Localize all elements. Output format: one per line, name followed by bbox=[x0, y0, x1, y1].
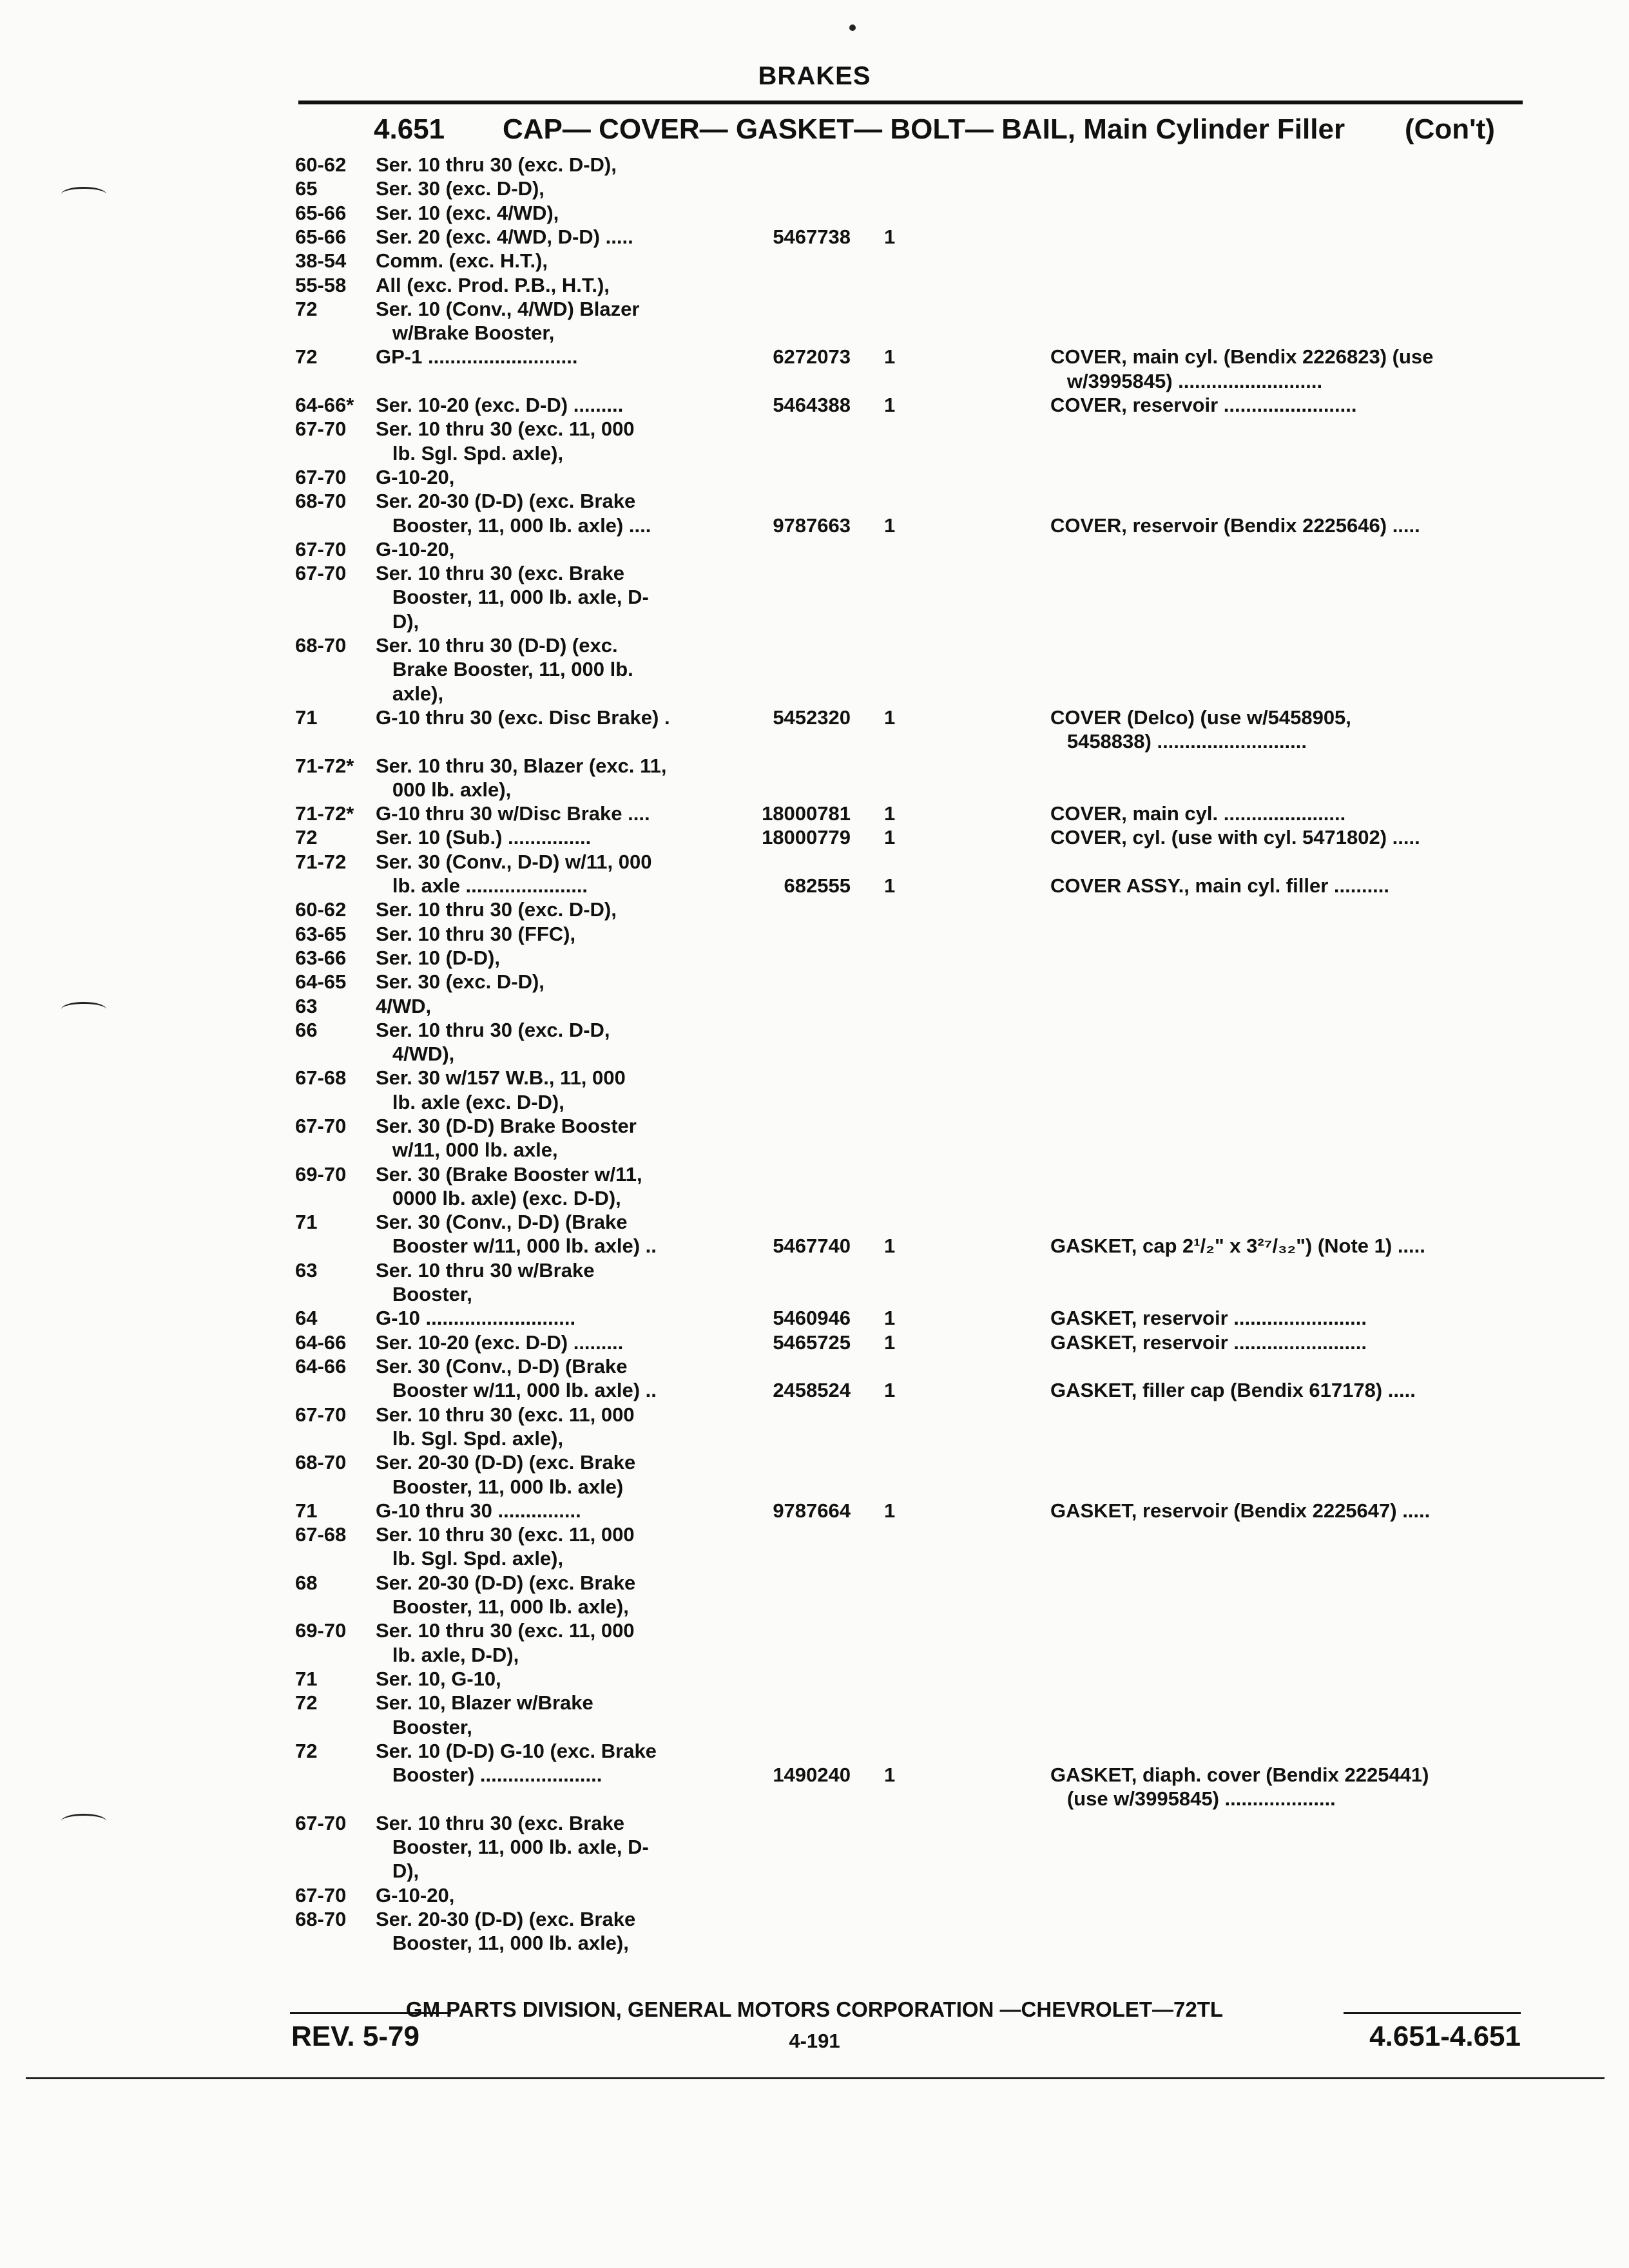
table-row bbox=[0, 1547, 1629, 1570]
year-cell: 64-66 bbox=[295, 1355, 347, 1378]
table-row bbox=[0, 562, 1629, 585]
application-cell: Ser. 10 (Conv., 4/WD) Blazer bbox=[376, 298, 640, 320]
description-cell: GASKET, reservoir ........................ bbox=[1050, 1307, 1367, 1329]
table-row bbox=[0, 923, 1629, 946]
application-cell: lb. axle (exc. D-D), bbox=[376, 1091, 564, 1113]
year-cell: 63-65 bbox=[295, 923, 347, 945]
quantity-cell: 1 bbox=[884, 1235, 896, 1257]
quantity-cell: 1 bbox=[884, 514, 896, 537]
application-cell: 000 lb. axle), bbox=[376, 778, 512, 801]
application-cell: Ser. 30 (exc. D-D), bbox=[376, 970, 545, 993]
part-number-cell: 5465725 bbox=[773, 1331, 851, 1354]
application-cell: Ser. 30 (Conv., D-D) (Brake bbox=[376, 1211, 628, 1233]
table-row bbox=[0, 1595, 1629, 1619]
year-cell: 63 bbox=[295, 995, 318, 1017]
table-row bbox=[0, 1787, 1629, 1811]
table-row bbox=[0, 826, 1629, 849]
table-row bbox=[0, 1187, 1629, 1210]
application-cell: G-10 thru 30 (exc. Disc Brake) . bbox=[376, 706, 670, 729]
table-row bbox=[0, 177, 1629, 200]
group-title: CAP— COVER— GASKET— BOLT— BAIL, Main Cylinder Filler bbox=[503, 113, 1345, 145]
table-row bbox=[0, 226, 1629, 249]
table-row bbox=[0, 1379, 1629, 1402]
part-number-cell: 9787664 bbox=[773, 1499, 851, 1522]
application-cell: G-10 thru 30 w/Disc Brake .... bbox=[376, 802, 650, 825]
punch-hole-mark bbox=[61, 1814, 106, 1829]
application-cell: G-10 thru 30 ............... bbox=[376, 1499, 581, 1522]
part-number-cell: 5452320 bbox=[773, 706, 851, 729]
table-row bbox=[0, 1884, 1629, 1907]
year-cell: 67-70 bbox=[295, 1403, 347, 1426]
application-cell: Booster, 11, 000 lb. axle) .... bbox=[376, 514, 651, 537]
table-row bbox=[0, 1932, 1629, 1955]
application-cell: Ser. 10 thru 30 (exc. 11, 000 bbox=[376, 1523, 635, 1546]
quantity-cell: 1 bbox=[884, 1763, 896, 1786]
table-row bbox=[0, 394, 1629, 417]
application-cell: Booster, 11, 000 lb. axle) bbox=[376, 1475, 624, 1498]
application-cell: Booster, 11, 000 lb. axle), bbox=[376, 1595, 629, 1618]
year-cell: 72 bbox=[295, 1740, 318, 1762]
revision-label: REV. 5-79 bbox=[291, 2021, 419, 2052]
quantity-cell: 1 bbox=[884, 826, 896, 849]
year-cell: 71-72* bbox=[295, 754, 354, 777]
application-cell: Ser. 30 (exc. D-D), bbox=[376, 177, 545, 200]
table-row bbox=[0, 1763, 1629, 1787]
punch-hole-mark bbox=[61, 1002, 106, 1017]
description-cell: w/3995845) .......................... bbox=[1050, 370, 1323, 392]
table-row bbox=[0, 1691, 1629, 1715]
description-cell: COVER, main cyl. (Bendix 2226823) (use bbox=[1050, 345, 1434, 368]
quantity-cell: 1 bbox=[884, 706, 896, 729]
application-cell: 4/WD, bbox=[376, 995, 432, 1017]
application-cell: Ser. 20-30 (D-D) (exc. Brake bbox=[376, 1451, 636, 1474]
application-cell: G-10-20, bbox=[376, 466, 455, 488]
year-cell: 68-70 bbox=[295, 490, 347, 512]
table-row bbox=[0, 1403, 1629, 1427]
year-cell: 68 bbox=[295, 1571, 318, 1594]
year-cell: 67-68 bbox=[295, 1523, 347, 1546]
year-cell: 63 bbox=[295, 1259, 318, 1282]
description-cell: GASKET, cap 2¹/₂" x 3²⁷/₃₂") (Note 1) ..... bbox=[1050, 1235, 1425, 1257]
header-rule bbox=[298, 101, 1523, 104]
table-row bbox=[0, 514, 1629, 537]
table-row bbox=[0, 1836, 1629, 1859]
year-cell: 63-66 bbox=[295, 947, 347, 969]
table-row bbox=[0, 1259, 1629, 1282]
quantity-cell: 1 bbox=[884, 226, 896, 248]
table-row bbox=[0, 730, 1629, 753]
table-row bbox=[0, 1283, 1629, 1306]
application-cell: lb. Sgl. Spd. axle), bbox=[376, 442, 564, 465]
table-row bbox=[0, 1115, 1629, 1138]
application-cell: Ser. 20-30 (D-D) (exc. Brake bbox=[376, 1571, 636, 1594]
speck bbox=[849, 24, 856, 31]
quantity-cell: 1 bbox=[884, 874, 896, 897]
year-cell: 71 bbox=[295, 1499, 318, 1522]
application-cell: Booster, 11, 000 lb. axle, D- bbox=[376, 586, 649, 608]
application-cell: D), bbox=[376, 1860, 419, 1882]
application-cell: Ser. 10, Blazer w/Brake bbox=[376, 1691, 593, 1714]
application-cell: G-10 ........................... bbox=[376, 1307, 576, 1329]
application-cell: Ser. 10 thru 30 (exc. Brake bbox=[376, 562, 625, 584]
quantity-cell: 1 bbox=[884, 1499, 896, 1522]
application-cell: Booster w/11, 000 lb. axle) .. bbox=[376, 1379, 657, 1401]
application-cell: lb. axle, D-D), bbox=[376, 1644, 519, 1666]
quantity-cell: 1 bbox=[884, 394, 896, 416]
table-row bbox=[0, 970, 1629, 994]
table-row bbox=[0, 706, 1629, 729]
description-cell: (use w/3995845) .................... bbox=[1050, 1787, 1336, 1810]
quantity-cell: 1 bbox=[884, 345, 896, 368]
year-cell: 60-62 bbox=[295, 898, 347, 921]
table-row bbox=[0, 778, 1629, 802]
table-row bbox=[0, 1066, 1629, 1090]
year-cell: 64-65 bbox=[295, 970, 347, 993]
table-row bbox=[0, 586, 1629, 609]
application-cell: Ser. 20-30 (D-D) (exc. Brake bbox=[376, 1908, 636, 1930]
punch-hole-mark bbox=[61, 187, 106, 202]
year-cell: 65-66 bbox=[295, 202, 347, 224]
table-row bbox=[0, 1475, 1629, 1499]
application-cell: lb. Sgl. Spd. axle), bbox=[376, 1547, 564, 1570]
application-cell: axle), bbox=[376, 682, 444, 705]
table-row bbox=[0, 1043, 1629, 1066]
application-cell: Ser. 10 thru 30 (exc. 11, 000 bbox=[376, 418, 635, 440]
application-cell: G-10-20, bbox=[376, 1884, 455, 1907]
year-cell: 64-66* bbox=[295, 394, 354, 416]
table-row bbox=[0, 874, 1629, 898]
application-cell: Ser. 10 thru 30 (exc. 11, 000 bbox=[376, 1403, 635, 1426]
application-cell: Booster, 11, 000 lb. axle, D- bbox=[376, 1836, 649, 1858]
year-cell: 66 bbox=[295, 1019, 318, 1041]
application-cell: Ser. 10 thru 30 w/Brake bbox=[376, 1259, 595, 1282]
application-cell: Ser. 10, G-10, bbox=[376, 1667, 501, 1690]
table-row bbox=[0, 322, 1629, 345]
application-cell: Ser. 10 (D-D), bbox=[376, 947, 500, 969]
part-number-cell: 18000779 bbox=[762, 826, 851, 849]
year-cell: 71 bbox=[295, 1211, 318, 1233]
year-cell: 69-70 bbox=[295, 1619, 347, 1642]
table-row bbox=[0, 995, 1629, 1018]
table-row bbox=[0, 1331, 1629, 1354]
description-cell: COVER, reservoir (Bendix 2225646) ..... bbox=[1050, 514, 1420, 537]
application-cell: D), bbox=[376, 610, 419, 633]
application-cell: Ser. 10 thru 30 (exc. D-D, bbox=[376, 1019, 610, 1041]
application-cell: Ser. 30 (D-D) Brake Booster bbox=[376, 1115, 637, 1137]
part-number-cell: 2458524 bbox=[773, 1379, 851, 1401]
table-row bbox=[0, 1211, 1629, 1234]
year-cell: 68-70 bbox=[295, 634, 347, 657]
part-number-cell: 18000781 bbox=[762, 802, 851, 825]
application-cell: All (exc. Prod. P.B., H.T.), bbox=[376, 274, 610, 296]
table-row bbox=[0, 1716, 1629, 1739]
application-cell: Ser. 30 w/157 W.B., 11, 000 bbox=[376, 1066, 626, 1089]
table-row bbox=[0, 1139, 1629, 1162]
application-cell: Ser. 30 (Conv., D-D) (Brake bbox=[376, 1355, 628, 1378]
table-row bbox=[0, 418, 1629, 441]
table-row bbox=[0, 538, 1629, 561]
year-cell: 67-70 bbox=[295, 1115, 347, 1137]
year-cell: 67-70 bbox=[295, 466, 347, 488]
description-cell: GASKET, reservoir (Bendix 2225647) ..... bbox=[1050, 1499, 1431, 1522]
application-cell: Booster, bbox=[376, 1283, 472, 1305]
footer-division: GM PARTS DIVISION, GENERAL MOTORS CORPORATION —CHEVROLET—72TL bbox=[405, 1997, 1224, 2021]
application-cell: Ser. 10-20 (exc. D-D) ......... bbox=[376, 1331, 624, 1354]
table-row bbox=[0, 153, 1629, 177]
description-cell: 5458838) ........................... bbox=[1050, 730, 1307, 753]
application-cell: Booster) ...................... bbox=[376, 1763, 602, 1786]
application-cell: Ser. 10 thru 30 (D-D) (exc. bbox=[376, 634, 618, 657]
year-cell: 72 bbox=[295, 1691, 318, 1714]
table-row bbox=[0, 1908, 1629, 1931]
application-cell: Ser. 10 thru 30 (exc. 11, 000 bbox=[376, 1619, 635, 1642]
table-row bbox=[0, 202, 1629, 225]
quantity-cell: 1 bbox=[884, 802, 896, 825]
page-number: 4-191 bbox=[789, 2030, 840, 2052]
part-number-cell: 5467740 bbox=[773, 1235, 851, 1257]
application-cell: Ser. 30 (Brake Booster w/11, bbox=[376, 1163, 642, 1186]
application-cell: Ser. 10 thru 30 (FFC), bbox=[376, 923, 576, 945]
continued-label: (Con't) bbox=[1405, 113, 1495, 145]
description-cell: COVER ASSY., main cyl. filler .......... bbox=[1050, 874, 1390, 897]
application-cell: lb. axle ...................... bbox=[376, 874, 588, 897]
year-cell: 38-54 bbox=[295, 249, 347, 272]
year-cell: 67-68 bbox=[295, 1066, 347, 1089]
table-row bbox=[0, 466, 1629, 489]
description-cell: COVER, main cyl. ...................... bbox=[1050, 802, 1346, 825]
application-cell: Booster, 11, 000 lb. axle), bbox=[376, 1932, 629, 1954]
table-row bbox=[0, 682, 1629, 706]
application-cell: w/Brake Booster, bbox=[376, 322, 555, 344]
year-cell: 67-70 bbox=[295, 1812, 347, 1834]
table-row bbox=[0, 947, 1629, 970]
description-cell: GASKET, filler cap (Bendix 617178) ..... bbox=[1050, 1379, 1416, 1401]
year-cell: 64 bbox=[295, 1307, 318, 1329]
year-cell: 67-70 bbox=[295, 1884, 347, 1907]
application-cell: Ser. 10 (exc. 4/WD), bbox=[376, 202, 559, 224]
application-cell: Ser. 10 thru 30 (exc. Brake bbox=[376, 1812, 625, 1834]
quantity-cell: 1 bbox=[884, 1331, 896, 1354]
year-cell: 67-70 bbox=[295, 418, 347, 440]
application-cell: Ser. 10 (D-D) G-10 (exc. Brake bbox=[376, 1740, 657, 1762]
table-row bbox=[0, 274, 1629, 297]
year-cell: 71-72 bbox=[295, 850, 347, 873]
table-row bbox=[0, 1091, 1629, 1114]
table-row bbox=[0, 298, 1629, 321]
application-cell: GP-1 ........................... bbox=[376, 345, 578, 368]
table-row bbox=[0, 754, 1629, 778]
group-number: 4.651 bbox=[374, 113, 445, 145]
part-number-cell: 682555 bbox=[784, 874, 851, 897]
table-row bbox=[0, 490, 1629, 513]
quantity-cell: 1 bbox=[884, 1307, 896, 1329]
quantity-cell: 1 bbox=[884, 1379, 896, 1401]
application-cell: w/11, 000 lb. axle, bbox=[376, 1139, 558, 1161]
year-cell: 65-66 bbox=[295, 226, 347, 248]
application-cell: Ser. 10-20 (exc. D-D) ......... bbox=[376, 394, 624, 416]
application-cell: G-10-20, bbox=[376, 538, 455, 561]
section-title: BRAKES bbox=[758, 62, 871, 90]
group-heading bbox=[374, 113, 1521, 146]
application-cell: Ser. 10 thru 30 (exc. D-D), bbox=[376, 153, 617, 176]
table-row bbox=[0, 610, 1629, 633]
table-row bbox=[0, 1812, 1629, 1835]
table-row bbox=[0, 1860, 1629, 1883]
description-cell: COVER, reservoir ........................ bbox=[1050, 394, 1357, 416]
table-row bbox=[0, 1644, 1629, 1667]
application-cell: Booster, bbox=[376, 1716, 472, 1738]
table-row bbox=[0, 1667, 1629, 1691]
table-row bbox=[0, 658, 1629, 681]
year-cell: 67-70 bbox=[295, 562, 347, 584]
application-cell: Ser. 10 (Sub.) ............... bbox=[376, 826, 592, 849]
application-cell: lb. Sgl. Spd. axle), bbox=[376, 1427, 564, 1450]
part-number-cell: 5467738 bbox=[773, 226, 851, 248]
year-cell: 55-58 bbox=[295, 274, 347, 296]
year-cell: 71 bbox=[295, 706, 318, 729]
table-row bbox=[0, 634, 1629, 657]
table-row bbox=[0, 1571, 1629, 1595]
table-row bbox=[0, 802, 1629, 825]
description-cell: COVER (Delco) (use w/5458905, bbox=[1050, 706, 1351, 729]
application-cell: Ser. 30 (Conv., D-D) w/11, 000 bbox=[376, 850, 652, 873]
table-row bbox=[0, 1163, 1629, 1186]
year-cell: 64-66 bbox=[295, 1331, 347, 1354]
year-cell: 72 bbox=[295, 345, 318, 368]
description-cell: GASKET, reservoir ........................ bbox=[1050, 1331, 1367, 1354]
application-cell: Ser. 20 (exc. 4/WD, D-D) ..... bbox=[376, 226, 633, 248]
year-cell: 72 bbox=[295, 826, 318, 849]
page-bottom-rule bbox=[26, 2077, 1605, 2079]
table-row bbox=[0, 1619, 1629, 1642]
table-row bbox=[0, 1019, 1629, 1042]
table-row bbox=[0, 1307, 1629, 1330]
section-range: 4.651-4.651 bbox=[1369, 2021, 1521, 2052]
application-cell: Booster w/11, 000 lb. axle) .. bbox=[376, 1235, 657, 1257]
table-row bbox=[0, 1427, 1629, 1450]
application-cell: 4/WD), bbox=[376, 1043, 455, 1065]
table-row bbox=[0, 345, 1629, 369]
table-row bbox=[0, 898, 1629, 921]
part-number-cell: 6272073 bbox=[773, 345, 851, 368]
table-row bbox=[0, 1740, 1629, 1763]
year-cell: 71 bbox=[295, 1667, 318, 1690]
application-cell: Comm. (exc. H.T.), bbox=[376, 249, 548, 272]
year-cell: 72 bbox=[295, 298, 318, 320]
part-number-cell: 1490240 bbox=[773, 1763, 851, 1786]
description-cell: GASKET, diaph. cover (Bendix 2225441) bbox=[1050, 1763, 1429, 1786]
part-number-cell: 9787663 bbox=[773, 514, 851, 537]
year-cell: 67-70 bbox=[295, 538, 347, 561]
table-row bbox=[0, 850, 1629, 874]
table-row bbox=[0, 442, 1629, 465]
part-number-cell: 5464388 bbox=[773, 394, 851, 416]
table-row bbox=[0, 249, 1629, 273]
year-cell: 60-62 bbox=[295, 153, 347, 176]
application-cell: 0000 lb. axle) (exc. D-D), bbox=[376, 1187, 621, 1209]
application-cell: Ser. 10 thru 30 (exc. D-D), bbox=[376, 898, 617, 921]
table-row bbox=[0, 370, 1629, 393]
part-number-cell: 5460946 bbox=[773, 1307, 851, 1329]
application-cell: Brake Booster, 11, 000 lb. bbox=[376, 658, 633, 680]
year-cell: 65 bbox=[295, 177, 318, 200]
year-cell: 68-70 bbox=[295, 1451, 347, 1474]
table-row bbox=[0, 1355, 1629, 1378]
year-cell: 71-72* bbox=[295, 802, 354, 825]
table-row bbox=[0, 1523, 1629, 1546]
year-cell: 68-70 bbox=[295, 1908, 347, 1930]
table-row bbox=[0, 1235, 1629, 1258]
description-cell: COVER, cyl. (use with cyl. 5471802) ..... bbox=[1050, 826, 1420, 849]
table-row bbox=[0, 1451, 1629, 1474]
year-cell: 69-70 bbox=[295, 1163, 347, 1186]
table-row bbox=[0, 1499, 1629, 1523]
application-cell: Ser. 10 thru 30, Blazer (exc. 11, bbox=[376, 754, 667, 777]
application-cell: Ser. 20-30 (D-D) (exc. Brake bbox=[376, 490, 636, 512]
